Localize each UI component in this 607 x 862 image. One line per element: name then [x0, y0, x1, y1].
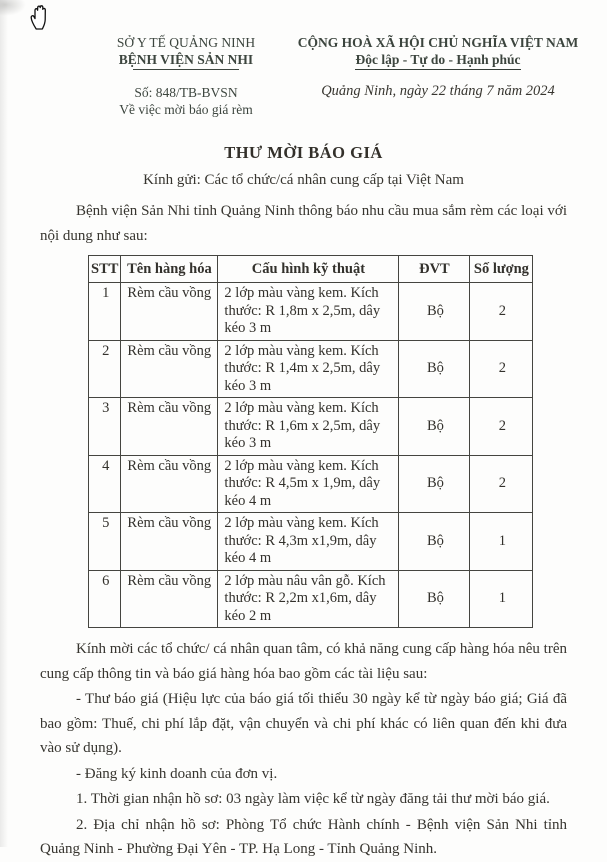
- cell-spec: 2 lớp màu nâu vân gỗ. Kích thước: R 2,2m x1,6m, dây kéo 2 m: [218, 570, 399, 628]
- header-cell-stt: STT: [89, 256, 121, 283]
- cell-stt: 2: [89, 340, 121, 398]
- page-title: THƯ MỜI BÁO GIÁ: [224, 143, 383, 162]
- cell-stt: 3: [89, 398, 121, 456]
- cell-qty: 2: [470, 283, 533, 341]
- cell-stt: 4: [89, 455, 121, 513]
- national-block: [290, 34, 586, 118]
- cell-name: Rèm cầu vồng: [121, 570, 218, 628]
- intro-paragraph: Bệnh viện Sản Nhi tỉnh Quảng Ninh thông báo nhu cầu mua sắm rèm các loại với nội dung như sau:: [40, 203, 567, 244]
- cell-unit: Bộ: [399, 283, 470, 341]
- cell-qty: 1: [470, 570, 533, 628]
- cell-name: Rèm cầu vồng: [121, 513, 218, 571]
- paragraph-address: 2. Địa chỉ nhận hồ sơ: Phòng Tổ chức Hành chính - Bệnh viện Sản Nhi tỉnh Quảng Ninh - Phường Đại Yên - TP. Hạ Long - Tỉnh Quảng Ninh.: [40, 816, 567, 857]
- cell-spec: 2 lớp màu vàng kem. Kích thước: R 4,3m x1,9m, dây kéo 4 m: [218, 513, 399, 571]
- issuer-department: SỞ Y TẾ QUẢNG NINH: [116, 35, 256, 50]
- cell-name: Rèm cầu vồng: [121, 455, 218, 513]
- issuer-underline-rule: [133, 69, 239, 70]
- table-row: [89, 513, 533, 571]
- cell-spec: 2 lớp màu vàng kem. Kích thước: R 1,6m x 2,5m, dây kéo 3 m: [218, 398, 399, 456]
- cell-stt: 5: [89, 513, 121, 571]
- table-row: [89, 283, 533, 341]
- issuer-block: [84, 34, 288, 118]
- body-paragraphs: [40, 637, 567, 862]
- cell-spec: 2 lớp màu vàng kem. Kích thước: R 4,5m x 1,9m, dây kéo 4 m: [218, 455, 399, 513]
- header-cell-unit: ĐVT: [399, 256, 470, 283]
- paragraph-invitation: Kính mời các tổ chức/ cá nhân quan tâm, có khả năng cung cấp hàng hóa nêu trên cung cấp thông tin và báo giá hàng hóa bao gồm các tài liệu sau:: [40, 641, 567, 682]
- cell-qty: 2: [470, 398, 533, 456]
- national-motto: Độc lập - Tự do - Hạnh phúc: [290, 51, 586, 70]
- table-row: [89, 398, 533, 456]
- place-date-line: Quảng Ninh, ngày 22 tháng 7 năm 2024: [321, 83, 555, 99]
- quotation-items-table: [88, 255, 533, 628]
- national-title: CỘNG HOÀ XÃ HỘI CHỦ NGHĨA VIỆT NAM: [297, 35, 579, 50]
- cell-stt: 6: [89, 570, 121, 628]
- salutation-line: Kính gửi: Các tổ chức/cá nhân cung cấp tại Việt Nam: [143, 172, 464, 188]
- cell-name: Rèm cầu vồng: [121, 340, 218, 398]
- paragraph-business-reg: - Đăng ký kinh doanh của đơn vị.: [76, 765, 278, 782]
- cell-unit: Bộ: [399, 340, 470, 398]
- header-cell-spec: Cấu hình kỹ thuật: [218, 256, 399, 283]
- table-row: [89, 455, 533, 513]
- document-subject: Về việc mời báo giá rèm: [119, 102, 253, 117]
- cell-spec: 2 lớp màu vàng kem. Kích thước: R 1,4m x 2,5m, dây kéo 3 m: [218, 340, 399, 398]
- document-header: [0, 34, 607, 118]
- issuer-hospital: BỆNH VIỆN SẢN NHI: [118, 52, 254, 67]
- cell-unit: Bộ: [399, 513, 470, 571]
- cell-name: Rèm cầu vồng: [121, 398, 218, 456]
- cell-spec: 2 lớp màu vàng kem. Kích thước: R 1,8m x 2,5m, dây kéo 3 m: [218, 283, 399, 341]
- paragraph-quote-letter: - Thư báo giá (Hiệu lực của báo giá tối thiểu 30 ngày kể từ ngày báo giá; Giá đã bao gồm: Thuế, chi phí lắp đặt, vận chuyển và chi phí khác có liên quan đến khi đưa vào sử dụng).: [40, 691, 567, 756]
- table-row: [89, 570, 533, 628]
- cell-name: Rèm cầu vồng: [121, 283, 218, 341]
- table-header-row: [89, 256, 533, 283]
- table-row: [89, 340, 533, 398]
- header-cell-name: Tên hàng hóa: [121, 256, 218, 283]
- cell-unit: Bộ: [399, 570, 470, 628]
- cell-qty: 1: [470, 513, 533, 571]
- header-cell-qty: Số lượng: [470, 256, 533, 283]
- cell-qty: 2: [470, 340, 533, 398]
- cell-qty: 2: [470, 455, 533, 513]
- cell-unit: Bộ: [399, 455, 470, 513]
- paragraph-deadline: 1. Thời gian nhận hồ sơ: 03 ngày làm việc kể từ ngày đăng tải thư mời báo giá.: [76, 791, 550, 807]
- cell-stt: 1: [89, 283, 121, 341]
- document-number: Số: 848/TB-BVSN: [134, 85, 238, 100]
- cell-unit: Bộ: [399, 398, 470, 456]
